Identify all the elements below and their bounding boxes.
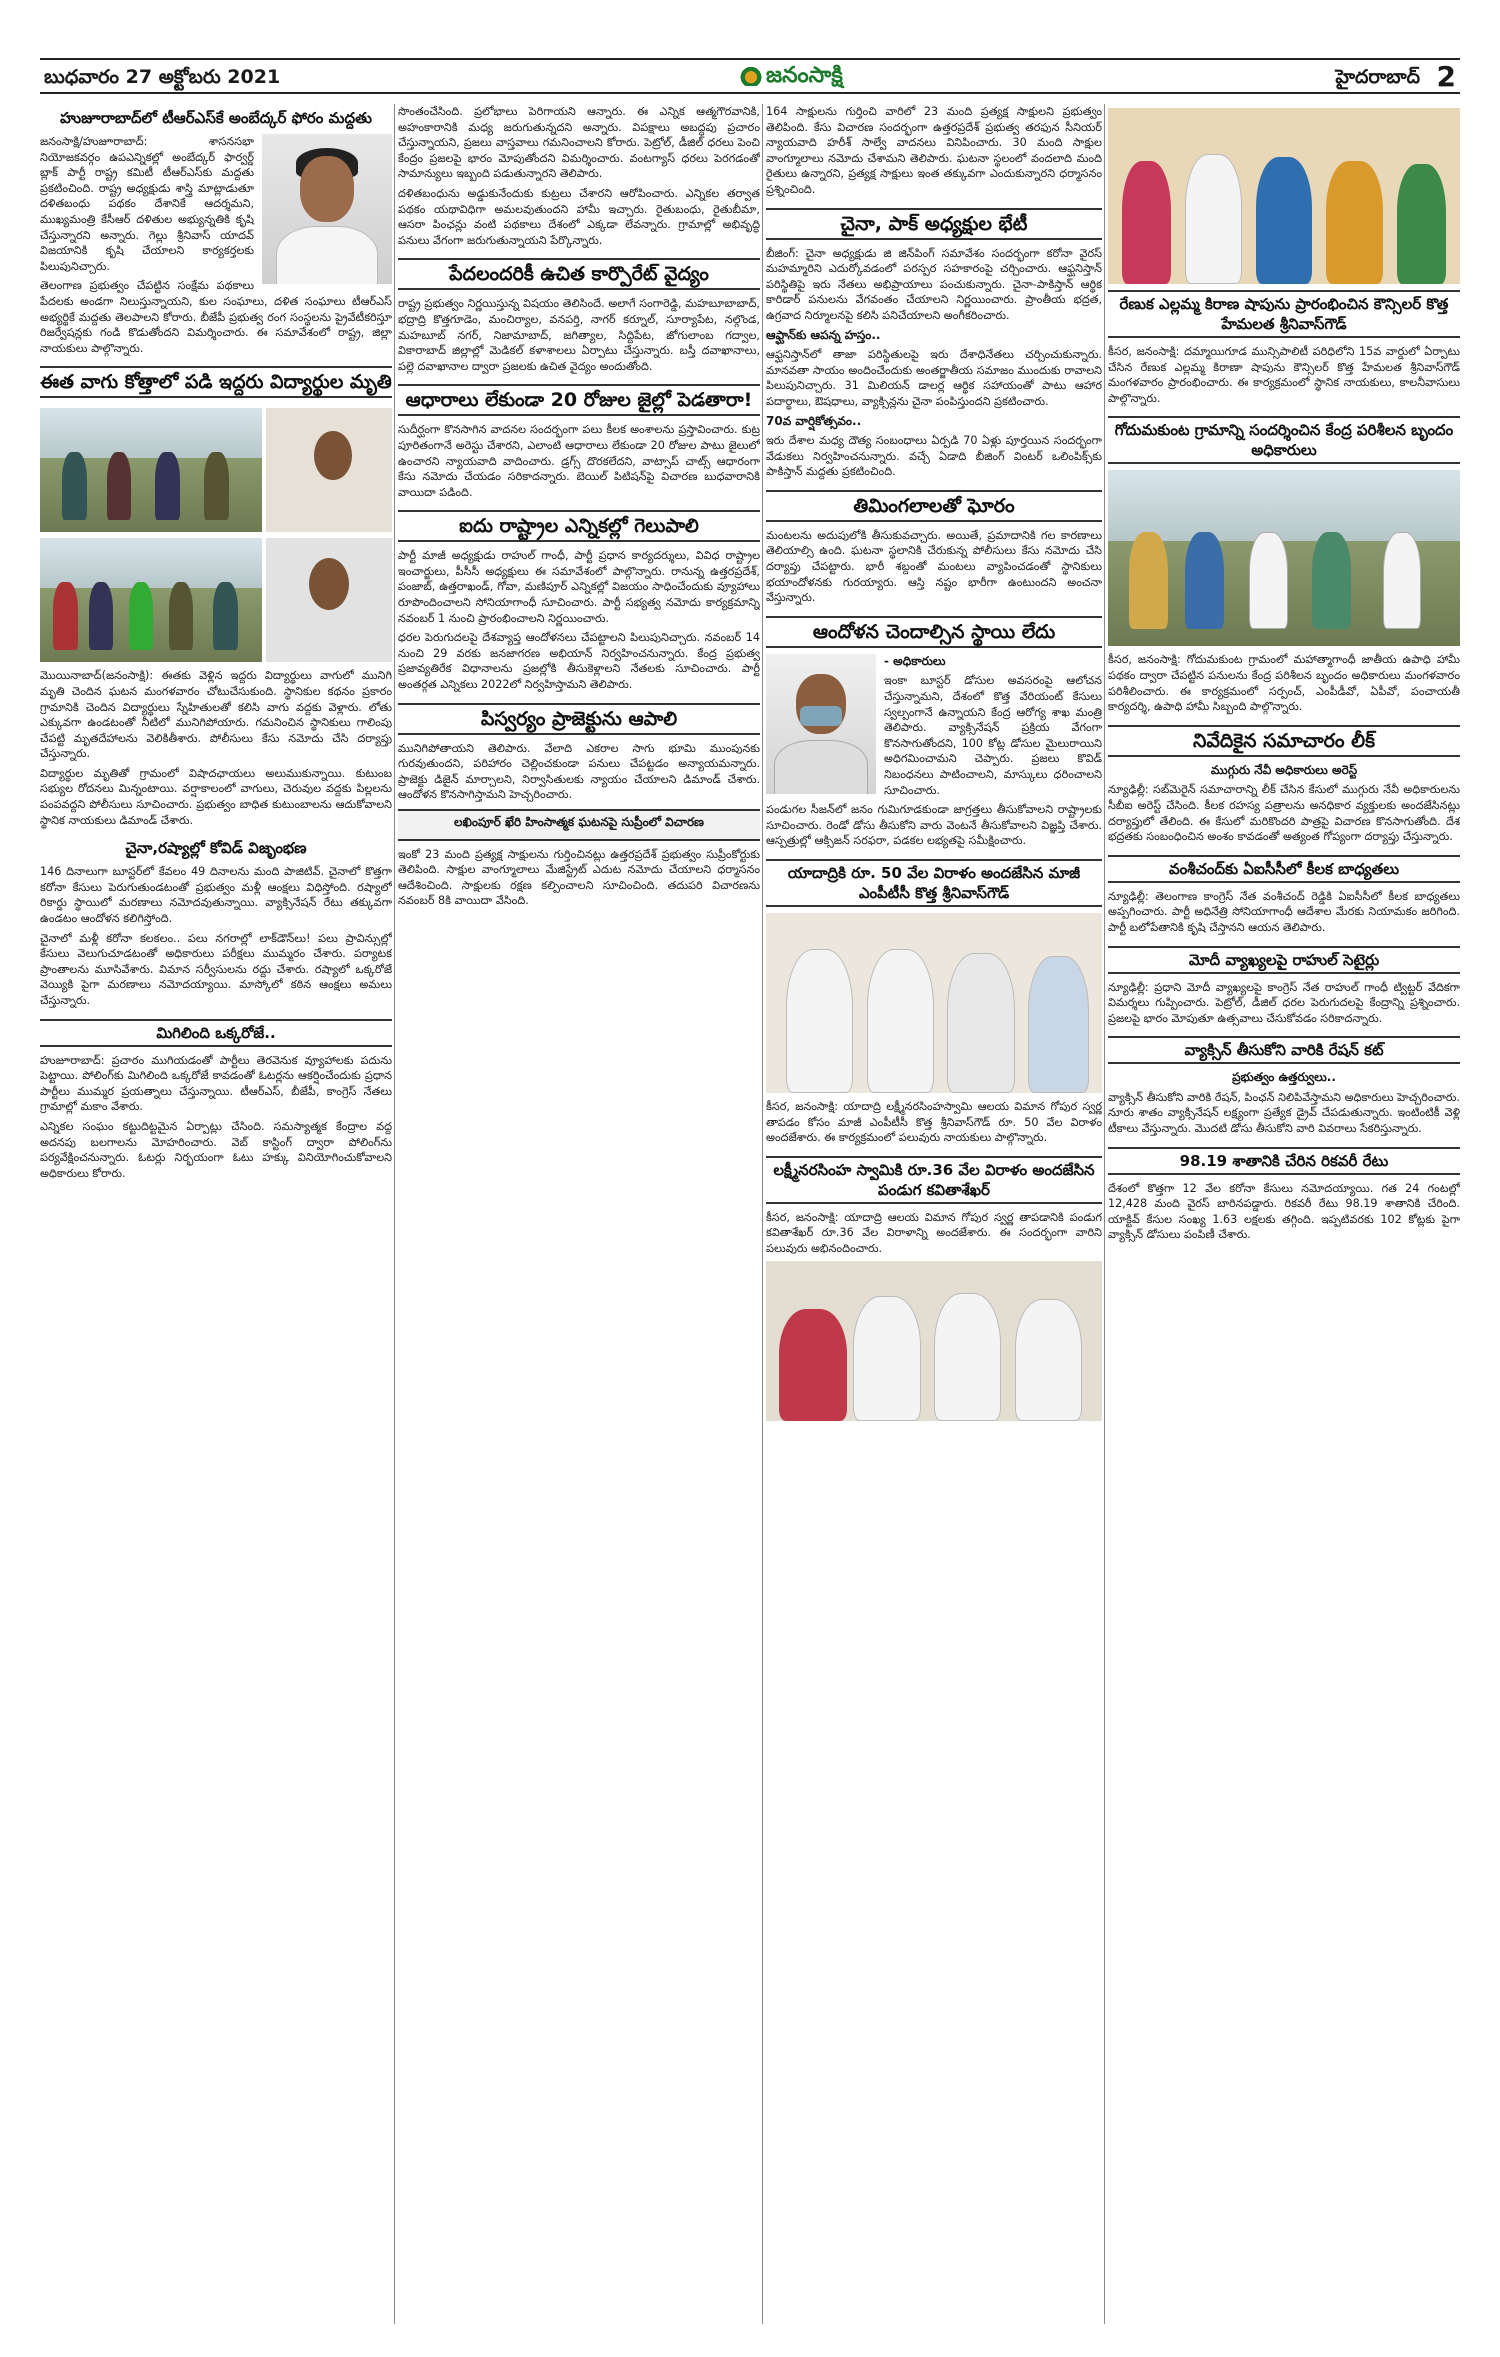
article-paragraph: తెలంగాణ ప్రభుత్వం చేపట్టిన సంక్షేమ పథకాలు పేదలకు అండగా నిలుస్తున్నాయని, కుల సంఘాలు, దళిత సంఘాలు టీఆర్‌ఎస్ అభ్యర్థికే మద్దతు తెలపాలని కోరారు. బీజేపీ ప్రభుత్వ రంగ సంస్థలను ప్రైవేటీకరిస్తూ రిజర్వేషన్లకు గండి కొడుతోందని విమర్శించారు. ఈ సమావేశంలో రాష్ట్ర, జిల్లా నాయకులు పాల్గొన్నారు. xyxy=(40,279,392,355)
article-paragraph: మునిగిపోతాయని తెలిపారు. వేలాది ఎకరాల సాగు భూమి ముంపునకు గురవుతుందని, పరిహారం చెల్లించకుండా పనులు చేపట్టడం అన్యాయమన్నారు. ప్రాజెక్టు డిజైన్ మార్చాలని, నిర్వాసితులకు న్యాయం చేయాలని డిమాండ్ చేశారు. ఆందోళన కొనసాగిస్తామని హెచ్చరించారు. xyxy=(398,741,760,802)
brand-logo-icon xyxy=(740,64,762,86)
column-2 xyxy=(398,104,760,2324)
article-project-stop xyxy=(398,703,760,909)
column-divider xyxy=(394,104,395,2324)
article-paragraph: పండుగల సీజన్‌లో జనం గుమిగూడకుండా జాగ్రత్తలు తీసుకోవాలని రాష్ట్రాలకు సూచించారు. రెండో డోసు తీసుకోని వారు వెంటనే తీసుకోవాలని విజ్ఞప్తి చేశారు. ఆస్పత్రుల్లో ఆక్సిజన్ సరఫరా, పడకల లభ్యతపై సమీక్షించారు. xyxy=(766,803,1102,848)
article-paragraph: మొయినాబాద్(జనంసాక్షి): ఈతకు వెళ్లిన ఇద్దరు విద్యార్థులు వాగులో మునిగి మృతి చెందిన ఘటన మంగళవారం చోటుచేసుకుంది. స్థానికుల కథనం ప్రకారం గ్రామానికి చెందిన విద్యార్థులు స్నేహితులతో కలిసి వాగు వద్దకు వెళ్లారు. లోతు ఎక్కువగా ఉండటంతో నీటిలో మునిగిపోయారు. గమనించిన స్థానికులు గాలింపు చేపట్టి మృతదేహాలను వెలికితీశారు. పోలీసులు కేసు నమోదు చేసి దర్యాప్తు చేస్తున్నారు. xyxy=(40,669,392,761)
article-no-worry xyxy=(766,616,1102,849)
shop-opening-photo xyxy=(1108,108,1460,284)
article-subhead: లఖింపూర్ ఖేరి హింసాత్మక ఘటనపై సుప్రీంలో విచారణ xyxy=(454,815,704,829)
photo-group xyxy=(40,404,392,668)
article-subhead: ఆఫ్ఘాన్‌కు ఆపన్న హస్తం.. xyxy=(766,327,881,342)
article-drowning xyxy=(40,366,392,828)
article-china-pak xyxy=(766,208,1102,480)
article-paragraph: కీసర, జనంసాక్షి: గోదుమకుంట గ్రామంలో మహాత్మాగాంధీ జాతీయ ఉపాధి హామీ పథకం ద్వారా చేపట్టిన పనులను కేంద్ర పరిశీలన బృందం అధికారులు మంగళవారం పరిశీలించారు. ఈ కార్యక్రమంలో సర్పంచ్, ఎంపీడీవో, ఏపీవో, పంచాయతీ కార్యదర్శి, ఉపాధి హామీ సిబ్బంది పాల్గొన్నారు. xyxy=(1108,653,1460,714)
article-continued xyxy=(766,104,1102,198)
article-aicc xyxy=(1108,855,1460,936)
column-1 xyxy=(40,104,392,2324)
article-central-team xyxy=(1108,416,1460,714)
article-recovery-rate xyxy=(1108,1147,1460,1243)
article-paragraph: 146 దినాలుగా బూస్టర్‌లో కేవలం 49 దినాలను మంది పాజిటివ్. చైనాలో కొత్తగా కరోనా కేసులు పెరుగుతుండటంతో ప్రభుత్వం మళ్లీ ఆంక్షలు విధిస్తోంది. రష్యాలో రికార్డు స్థాయిలో మరణాలు నమోదవుతున్నాయి. వ్యాక్సినేషన్ రేటు తక్కువగా ఉండటం ఆందోళన కలిగిస్తోంది. xyxy=(40,865,392,926)
article-paragraph: సొంతంచేసింది. ప్రలోభాలు పెరిగాయని ఆన్నారు. ఈ ఎన్నిక ఆత్మగౌరవానికి, అహంకారానికి మధ్య జరుగుతున్నదని అన్నారు. విపక్షాలు అబద్ధపు ప్రచారం చేస్తున్నాయని, ప్రజలు వాస్తవాలు గమనించాలని కోరారు. పెట్రోల్, డీజిల్ ధరలు పెంచి కేంద్రం ప్రజలపై భారం మోపుతోందని విమర్శించారు. వంటగ్యాస్ ధరలు పెరగడంతో సామాన్యులు ఇబ్బంది పడుతున్నారని తెలిపారు. xyxy=(398,105,760,181)
article-paragraph: వ్యాక్సిన్ తీసుకోని వారికి రేషన్, పింఛన్ నిలిపివేస్తామని అధికారులు హెచ్చరించారు. నూరు శాతం వ్యాక్సినేషన్ లక్ష్యంగా ప్రత్యేక డ్రైవ్ చేపడుతున్నారు. ఇంటింటికీ వెళ్లి టీకాలు వేస్తున్నారు. మొదటి డోసు తీసుకోని వారి వివరాలు సేకరిస్తున్నారు. xyxy=(1108,1090,1460,1136)
page-number: 2 xyxy=(1436,60,1456,93)
article-paragraph: న్యూఢిల్లీ: తెలంగాణ కాంగ్రెస్ నేత వంశీచంద్ రెడ్డికి ఏఐసీసీలో కీలక బాధ్యతలు అప్పగించారు. పార్టీ అధినేత్రి సోనియాగాంధీ ఆదేశాల మేరకు నియామకం జరిగింది. పార్టీ బలోపేతానికి కృషి చేస్తానని ఆయన తెలిపారు. xyxy=(1108,889,1460,934)
victim-1-photo xyxy=(266,408,392,532)
article-kirana-shop xyxy=(1108,108,1460,406)
column-divider xyxy=(762,104,763,2324)
minister-portrait-photo xyxy=(766,654,876,794)
article-headline: చైనా, పాక్ అధ్యక్షుల భేటీ xyxy=(766,208,1102,240)
article-one-day-left xyxy=(40,1019,392,1182)
column-3 xyxy=(766,104,1102,2324)
article-free-medical xyxy=(398,258,760,374)
article-headline: నివేదికైన సమాచారం లీక్ xyxy=(1108,725,1460,757)
leader-portrait-photo xyxy=(262,134,392,284)
article-paragraph: న్యూఢిల్లీ: ప్రధాని మోదీ వ్యాఖ్యలపై కాంగ్రెస్ నేత రాహుల్ గాంధీ ట్విట్టర్ వేదికగా విమర్శలు గుప్పించారు. పెట్రోల్, డీజిల్ ధరల పెరుగుదలపై కేంద్రాన్ని ప్రశ్నించారు. ప్రజలపై భారం మోపుతూ ఉత్సవాలు చేసుకోవడం సరికాదన్నారు. xyxy=(1108,980,1460,1025)
photo-stack xyxy=(40,404,262,668)
article-whales xyxy=(766,490,1102,606)
article-headline: ఆందోళన చెందాల్సిన స్థాయి లేదు xyxy=(766,616,1102,648)
article-paragraph: సుదీర్ఘంగా కొనసాగిన వాదనల సందర్భంగా పలు కీలక అంశాలను ప్రస్తావించారు. కుట్ర పూరితంగానే అరెస్టు చేశారని, ఎలాంటి ఆధారాలు లేకుండా 20 రోజుల పాటు జైలులో ఉంచారని న్యాయవాది వాదించారు. డ్రగ్స్ దొరకలేదని, వాట్సాప్ చాట్స్ ఆధారంగా కేసు నమోదు చేయడం సరికాదన్నారు. బెయిల్ పిటిషన్‌పై విచారణ బుధవారానికి వాయిదా పడింది. xyxy=(398,423,760,499)
article-jail-20-days xyxy=(398,384,760,500)
column-4 xyxy=(1108,104,1460,2324)
villagers-gathered-photo xyxy=(40,538,262,662)
article-headline: తిమింగలాలతో ఘోరం xyxy=(766,490,1102,522)
stream-search-photo xyxy=(40,408,262,532)
article-paragraph: న్యూఢిల్లీ: సబ్‌మెరైన్ సమాచారాన్ని లీక్ చేసిన కేసులో ముగ్గురు నేవీ అధికారులను సీబీఐ అరెస్ట్ చేసింది. కీలక రహస్య పత్రాలను అనధికార వ్యక్తులకు అందజేసినట్లు దర్యాప్తులో తేలింది. ఈ కేసులో మరికొందరి పాత్రపై విచారణ కొనసాగుతోంది. దేశ భద్రతకు సంబంధించిన అంశం కావడంతో అత్యంత గోప్యంగా దర్యాప్తు చేస్తున్నారు. xyxy=(1108,783,1460,844)
article-headline: వంశీచంద్‌కు ఏఐసీసీలో కీలక బాధ్యతలు xyxy=(1108,855,1460,883)
article-paragraph: కీసర, జనంసాక్షి: యాదాద్రి ఆలయ విమాన గోపుర స్వర్ణ తాపడానికి పండుగ కవితాశేఖర్ రూ.36 వేల విరాళాన్ని అందజేశారు. ఈ సందర్భంగా వారిని పలువురు అభినందించారు. xyxy=(766,1210,1102,1255)
article-paragraph: ధరల పెరుగుదలపై దేశవ్యాప్త ఆందోళనలు చేపట్టాలని పిలుపునిచ్చారు. నవంబర్ 14 నుంచి 29 వరకు జనజాగరణ అభియాన్ నిర్వహించనున్నారు. కేంద్ర ప్రభుత్వ ప్రజావ్యతిరేక విధానాలను ప్రజల్లోకి తీసుకెళ్లాలని నేతలకు సూచించారు. పార్టీ అంతర్గత ఎన్నికలు 2022లో నిర్వహిస్తామని తెలిపారు. xyxy=(398,631,760,692)
article-headline: మోదీ వ్యాఖ్యలపై రాహుల్ సెటైర్లు xyxy=(1108,946,1460,974)
article-covid-china-russia xyxy=(40,838,392,1008)
article-submarine-leak xyxy=(1108,725,1460,845)
article-paragraph: రాష్ట్ర ప్రభుత్వం నిర్ణయిస్తున్న విషయం తెలిసిందే. అలాగే సంగారెడ్డి, మహబూబాబాద్, భద్రాద్రి కొత్తగూడెం, మంచిర్యాల, వనపర్తి, నాగర్ కర్నూల్, సూర్యాపేట, నల్గొండ, మహబూబ్ నగర్, నిజామాబాద్, జగిత్యాల, సిద్దిపేట, జోగులాంబ గద్వాల, వికారాబాద్ జిల్లాల్లో మెడికల్ కళాశాలలు ఏర్పాటు చేస్తున్నారు. బస్తీ దవాఖానాలు, పల్లె దవాఖానాల ద్వారా ప్రజలకు ఉచిత వైద్యం అందుతోంది. xyxy=(398,297,760,373)
article-headline: రేణుక ఎల్లమ్మ కిరాణ షాపును ప్రారంభించిన కౌన్సిలర్ కొత్త హేమలత శ్రీనివాస్‌గౌడ్ xyxy=(1108,290,1460,338)
column-divider xyxy=(1104,104,1105,2324)
edition-city: హైదరాబాద్ xyxy=(1335,66,1420,88)
article-rahul-satire xyxy=(1108,946,1460,1027)
article-paragraph: ఎన్నికల సంఘం కట్టుదిట్టమైన ఏర్పాట్లు చేసింది. సమస్యాత్మక కేంద్రాల వద్ద అదనపు బలగాలను మోహరించారు. వెబ్ కాస్టింగ్ ద్వారా పోలింగ్‌ను పర్యవేక్షించనున్నారు. ఓటర్లు నిర్భయంగా ఓటు హక్కు వినియోగించుకోవాలని అధికారులు కోరారు. xyxy=(40,1119,392,1180)
article-headline: హుజూరాబాద్‌లో టీఆర్‌ఎస్‌కే అంబేద్కర్ ఫోరం మద్దతు xyxy=(60,109,372,127)
article-forward-bloc xyxy=(40,108,392,356)
article-paragraph: కీసర, జనంసాక్షి: యాదాద్రి లక్ష్మీనరసింహస్వామి ఆలయ విమాన గోపుర స్వర్ణ తాపడం కోసం మాజీ ఎంపీటీసీ కొత్త శ్రీనివాస్‌గౌడ్ రూ. 50 వేల విరాళం అందజేశారు. ఈ కార్యక్రమంలో పలువురు నాయకులు పాల్గొన్నారు. xyxy=(766,1099,1102,1145)
article-paragraph: హుజూరాబాద్: ప్రచారం ముగియడంతో పార్టీలు తెరవెనుక వ్యూహాలకు పదును పెట్టాయి. పోలింగ్‌కు మిగిలింది ఒక్కరోజే కావడంతో ఓటర్లను ఆకర్షించేందుకు ప్రధాన పార్టీలు ముమ్మర ప్రయత్నాలు చేస్తున్నాయి. టీఆర్‌ఎస్, బీజేపీ, కాంగ్రెస్ నేతలు గ్రామాల్లో మకాం వేశారు. xyxy=(40,1053,392,1114)
article-paragraph: మంటలను అదుపులోకి తీసుకువచ్చారు. అయితే, ప్రమాదానికి గల కారణాలు తెలియాల్సి ఉంది. ఘటనా స్థలానికి చేరుకున్న పోలీసులు కేసు నమోదు చేసి దర్యాప్తు చేపట్టారు. భారీ శబ్దంతో మంటలు వ్యాపించడంతో స్థానికులు భయాందోళనకు గురయ్యారు. ఆస్తి నష్టం భారీగా ఉంటుందని అంచనా వేస్తున్నారు. xyxy=(766,528,1102,605)
article-subhead: ప్రభుత్వం ఉత్తర్వులు.. xyxy=(1232,1070,1336,1085)
victim-2-photo xyxy=(266,538,392,662)
article-headline: లక్ష్మీనరసింహ స్వామికి రూ.36 వేల విరాళం అందజేసిన పండుగ కవితాశేఖర్ xyxy=(766,1156,1102,1204)
article-paragraph: జనంసాక్షి/హుజూరాబాద్: శాసనసభా నియోజకవర్గం ఉపఎన్నికల్లో అంబేద్కర్ ఫార్వర్డ్ బ్లాక్ పార్టీ రాష్ట్ర కమిటీ టీఆర్‌ఎస్‌కు మద్దతు ప్రకటించింది. రాష్ట్ర అధ్యక్షుడు శాస్త్రి మాట్లాడుతూ దళితబంధు పథకం దేశానికే ఆదర్శమని, ముఖ్యమంత్రి కేసీఆర్ దళితుల అభ్యున్నతికి కృషి చేస్తున్నారని అన్నారు. గెల్లు శ్రీనివాస్ యాదవ్ విజయానికి కృషి చేయాలని కార్యకర్తలకు పిలుపునిచ్చారు. xyxy=(40,135,254,273)
article-paragraph: చైనాలో మళ్లీ కరోనా కలకలం.. పలు నగరాల్లో లాక్‌డౌన్‌లు! పలు ప్రావిన్సుల్లో కేసులు వెలుగుచూడటంతో అధికారులు పరీక్షలు ముమ్మరం చేశారు. పర్యాటక ప్రాంతాలను మూసివేశారు. విమాన సర్వీసులను రద్దు చేశారు. రష్యాలో ఒక్కరోజే వెయ్యికి పైగా మరణాలు నమోదయ్యాయి. మాస్కోలో కఠిన ఆంక్షలు అమలు చేస్తున్నారు. xyxy=(40,931,392,1007)
article-byline: - అధికారులు xyxy=(884,653,946,668)
newspaper-brand xyxy=(740,63,843,93)
article-paragraph: కీసర, జనంసాక్షి: దమ్మాయిగూడ మున్సిపాలిటీ పరిధిలోని 15వ వార్డులో ఏర్పాటు చేసిన రేణుక ఎల్లమ్మ కిరాణా షాపును కౌన్సిలర్ కొత్త హేమలత శ్రీనివాస్‌గౌడ్ మంగళవారం ప్రారంభించారు. ఈ కార్యక్రమంలో స్థానిక నాయకులు, కాలనీవాసులు పాల్గొన్నారు. xyxy=(1108,345,1460,405)
article-headline: గోదుమకుంట గ్రామాన్ని సందర్శించిన కేంద్ర పరిశీలన బృందం అధికారులు xyxy=(1108,416,1460,464)
article-paragraph: ఇంకా బూస్టర్ డోసుల అవసరంపై ఆలోచన చేస్తున్నామని, దేశంలో కొత్త వేరియంట్ కేసులు స్వల్పంగానే ఉన్నాయని కేంద్ర ఆరోగ్య శాఖ మంత్రి తెలిపారు. వ్యాక్సినేషన్ ప్రక్రియ వేగంగా కొనసాగుతోందని, 100 కోట్ల డోసుల మైలురాయిని అధిగమించామని చెప్పారు. ప్రజలు కొవిడ్ నిబంధనలు పాటించాలని, మాస్కులు ధరించాలని సూచించారు. xyxy=(884,674,1102,797)
donation-group-photo xyxy=(766,1261,1102,1421)
subhead-box xyxy=(398,809,760,841)
donation-handover-photo xyxy=(766,913,1102,1093)
masthead xyxy=(40,58,1460,94)
article-subhead: ముగ్గురు నేవీ అధికారులు అరెస్ట్ xyxy=(1210,762,1358,777)
issue-date: బుధవారం 27 అక్టోబరు 2021 xyxy=(44,66,281,88)
article-subhead: 70వ వార్షికోత్సవం.. xyxy=(766,413,862,428)
article-paragraph: దళితబంధును అడ్డుకునేందుకు కుట్రలు చేశారని ఆరోపించారు. ఎన్నికల తర్వాత పథకం యథావిధిగా అమలవుతుందని హామీ ఇచ్చారు. రైతుబంధు, రైతుబీమా, ఆసరా పింఛన్లు వంటి పథకాలు దేశంలో ఎక్కడా లేవన్నారు. గ్రామాల్లో అభివృద్ధి పనులు వేగంగా జరుగుతున్నాయని పేర్కొన్నారు. xyxy=(398,186,760,247)
article-headline: వ్యాక్సిన్ తీసుకోని వారికి రేషన్ కట్ xyxy=(1108,1036,1460,1064)
article-paragraph: పార్టీ మాజీ అధ్యక్షుడు రాహుల్ గాంధీ, పార్టీ ప్రధాన కార్యదర్శులు, వివిధ రాష్ట్రాల ఇంచార్జులు, పీసీసీ అధ్యక్షులు ఈ సమావేశంలో పాల్గొన్నారు. రానున్న ఉత్తరప్రదేశ్, పంజాబ్, ఉత్తరాఖండ్, గోవా, మణిపూర్ ఎన్నికల్లో విజయం సాధించేందుకు వ్యూహాలు రూపొందించాలని సోనియాగాంధీ సూచించారు. పార్టీ సభ్యత్వ నమోదు కార్యక్రమాన్ని నవంబర్ 1 నుంచి ప్రారంభించాలని నిర్ణయించారు. xyxy=(398,549,760,625)
article-five-states xyxy=(398,510,760,692)
article-paragraph: ఇరు దేశాల మధ్య దౌత్య సంబంధాలు ఏర్పడి 70 ఏళ్లు పూర్తయిన సందర్భంగా వేడుకలు నిర్వహించనున్నారు. వచ్చే ఏడాది బీజింగ్ వింటర్ ఒలింపిక్స్‌కు పాకిస్తాన్ మద్దతు ప్రకటించింది. xyxy=(766,434,1102,479)
village-inspection-photo xyxy=(1108,470,1460,646)
article-continued xyxy=(398,104,760,248)
brand-name: జనంసాక్షి xyxy=(766,63,843,88)
article-headline: 98.19 శాతానికి చేరిన రికవరీ రేటు xyxy=(1108,1147,1460,1175)
article-headline: పిస్వర్యం ప్రాజెక్టును ఆపాలి xyxy=(398,703,760,735)
article-headline: ఆధారాలు లేకుండా 20 రోజుల జైల్లో పెడతారా! xyxy=(398,384,760,416)
article-headline: మిగిలింది ఒక్కరోజే.. xyxy=(40,1019,392,1047)
article-paragraph: ఇంకో 23 మంది ప్రత్యక్ష సాక్షులను గుర్తించినట్లు ఉత్తరప్రదేశ్ ప్రభుత్వం సుప్రీంకోర్టుకు తెలిపింది. సాక్షుల వాంగ్మూలాలు మేజిస్ట్రేట్ ఎదుట నమోదు చేయాలని ధర్మాసనం ఆదేశించింది. సాక్షులకు రక్షణ కల్పించాలని సూచించింది. తదుపరి విచారణను నవంబర్ 8కి వాయిదా వేసింది. xyxy=(398,847,760,908)
article-headline: యాదాద్రికి రూ. 50 వేల విరాళం అందజేసిన మాజీ ఎంపీటీసీ కొత్త శ్రీనివాస్‌గౌడ్ xyxy=(766,859,1102,907)
article-paragraph: బీజింగ్: చైనా అధ్యక్షుడు జి జిన్‌పింగ్ సమావేశం సందర్భంగా కరోనా వైరస్ మహమ్మారిని ఎదుర్కోవడంలో పరస్పర సహకారంపై చర్చించారు. ఆఫ్ఘనిస్తాన్ పరిస్థితిపై ఇరు నేతలు అభిప్రాయాలు పంచుకున్నారు. చైనా-పాకిస్తాన్ ఆర్థిక కారిడార్ పనులను వేగవంతం చేయాలని నిర్ణయించారు. ప్రాంతీయ భద్రత, ఉగ్రవాద నిర్మూలనపై కలిసి పనిచేయాలని అంగీకరించారు. xyxy=(766,246,1102,322)
article-paragraph: ఆఫ్ఘనిస్తాన్‌లో తాజా పరిస్థితులపై ఇరు దేశాధినేతలు చర్చించుకున్నారు. మానవతా సాయం అందించేందుకు అంతర్జాతీయ సమాజం ముందుకు రావాలని పిలుపునిచ్చారు. 31 మిలియన్ డాలర్ల ఆర్థిక సహాయంతో పాటు ఆహార పదార్థాలు, ఔషధాలు, వ్యాక్సిన్లను చైనా పంపిస్తుందని ప్రకటించారు. xyxy=(766,348,1102,408)
article-headline: ఐదు రాష్ట్రాల ఎన్నికల్లో గెలుపాలి xyxy=(398,510,760,542)
article-headline: పేదలందరికీ ఉచిత కార్పొరేట్ వైద్యం xyxy=(398,258,760,290)
article-paragraph: 164 సాక్షులను గుర్తించి వారిలో 23 మంది ప్రత్యక్ష సాక్షులని ప్రభుత్వం తెలిపింది. కేసు విచారణ సందర్భంగా ఉత్తరప్రదేశ్ ప్రభుత్వ తరఫున సీనియర్ న్యాయవాది హరీశ్ సాల్వే వాదనలు వినిపించారు. 30 మంది సాక్షుల వాంగ్మూలాలు నమోదు చేశామని తెలిపారు. ఘటనా స్థలంలో వందలాది మంది రైతులు ఉన్నారని, ప్రత్యక్ష సాక్షులు ఇంత తక్కువగా ఎందుకున్నారని ధర్మాసనం ప్రశ్నించింది. xyxy=(766,105,1102,196)
article-donation-50k xyxy=(766,859,1102,1146)
article-paragraph: దేశంలో కొత్తగా 12 వేల కరోనా కేసులు నమోదయ్యాయి. గత 24 గంటల్లో 12,428 మంది వైరస్ బారినపడ్డారు. రికవరీ రేటు 98.19 శాతానికి చేరింది. యాక్టివ్ కేసుల సంఖ్య 1.63 లక్షలకు తగ్గింది. ఇప్పటివరకు 102 కోట్లకు పైగా వ్యాక్సిన్ డోసులు పంపిణీ చేశారు. xyxy=(1108,1181,1460,1242)
article-headline: చైనా,రష్యాల్లో కోవిడ్ విజృంభణ xyxy=(125,839,307,858)
article-donation-36k xyxy=(766,1156,1102,1421)
article-headline: ఈత వాగు కోత్తాలో పడి ఇద్దరు విద్యార్థుల మృతి xyxy=(40,366,392,398)
article-paragraph: విద్యార్థుల మృతితో గ్రామంలో విషాదఛాయలు అలుముకున్నాయి. కుటుంబ సభ్యుల రోదనలు మిన్నంటాయి. వర్షాకాలంలో వాగులు, చెరువుల వద్దకు పిల్లలను పంపవద్దని పోలీసులు సూచించారు. ప్రభుత్వం బాధిత కుటుంబాలను ఆదుకోవాలని స్థానిక నాయకులు డిమాండ్ చేశారు. xyxy=(40,766,392,827)
article-ration-cut xyxy=(1108,1036,1460,1136)
victim-photos xyxy=(266,404,392,668)
